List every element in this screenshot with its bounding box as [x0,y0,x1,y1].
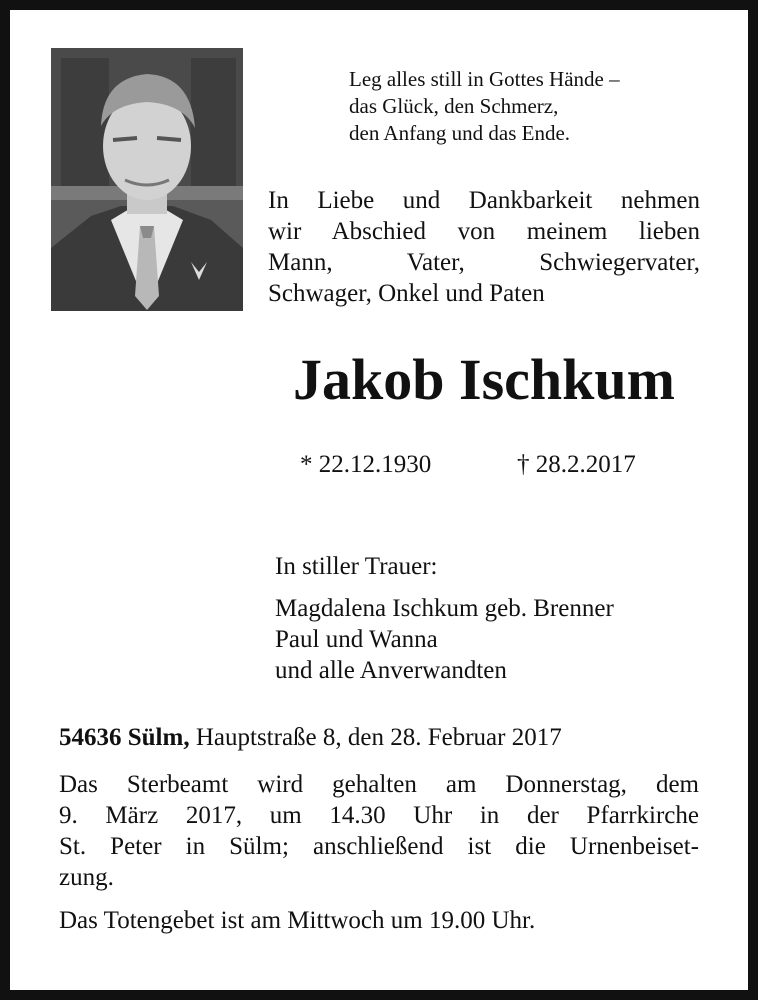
service-line: Das Sterbeamt wird gehalten am Donnerstag, dem [59,771,699,798]
address-place: 54636 Sülm, [59,724,190,751]
service-line: 9. März 2017, um 14.30 Uhr in der Pfarrkirche [59,802,699,829]
service-notice [59,769,699,893]
mourners-list [275,593,614,686]
mourner-item: Magdalena Ischkum geb. Brenner [275,595,614,622]
death-date: † 28.2.2017 [517,451,636,478]
mourner-item: Paul und Wanna [275,626,438,653]
address-line [59,723,562,753]
intro-line: wir Abschied von meinem lieben [268,218,700,245]
mourning-heading-text: In stiller Trauer: [275,553,438,580]
intro-line: Schwager, Onkel und Paten [268,280,545,307]
deceased-name: Jakob Ischkum [293,347,675,412]
portrait-photo [51,48,243,311]
verse-line: den Anfang und das Ende. [349,121,571,145]
verse-quote [349,66,620,147]
service-line: zung. [59,864,114,891]
service-line: St. Peter in Sülm; anschließend ist die Urnenbeiset- [59,833,699,860]
farewell-intro [268,185,700,309]
prayer-notice: Das Totengebet ist am Mittwoch um 19.00 Uhr. [59,907,536,934]
address-rest: Hauptstraße 8, den 28. Februar 2017 [189,724,562,751]
intro-line: In Liebe und Dankbarkeit nehmen [268,187,700,214]
mourning-heading [275,552,438,582]
verse-line: Leg alles still in Gottes Hände – [349,67,620,91]
intro-line: Mann, Vater, Schwiegervater, [268,249,700,276]
birth-date: * 22.12.1930 [300,451,432,478]
mourner-item: und alle Anverwandten [275,657,507,684]
verse-line: das Glück, den Schmerz, [349,94,559,118]
